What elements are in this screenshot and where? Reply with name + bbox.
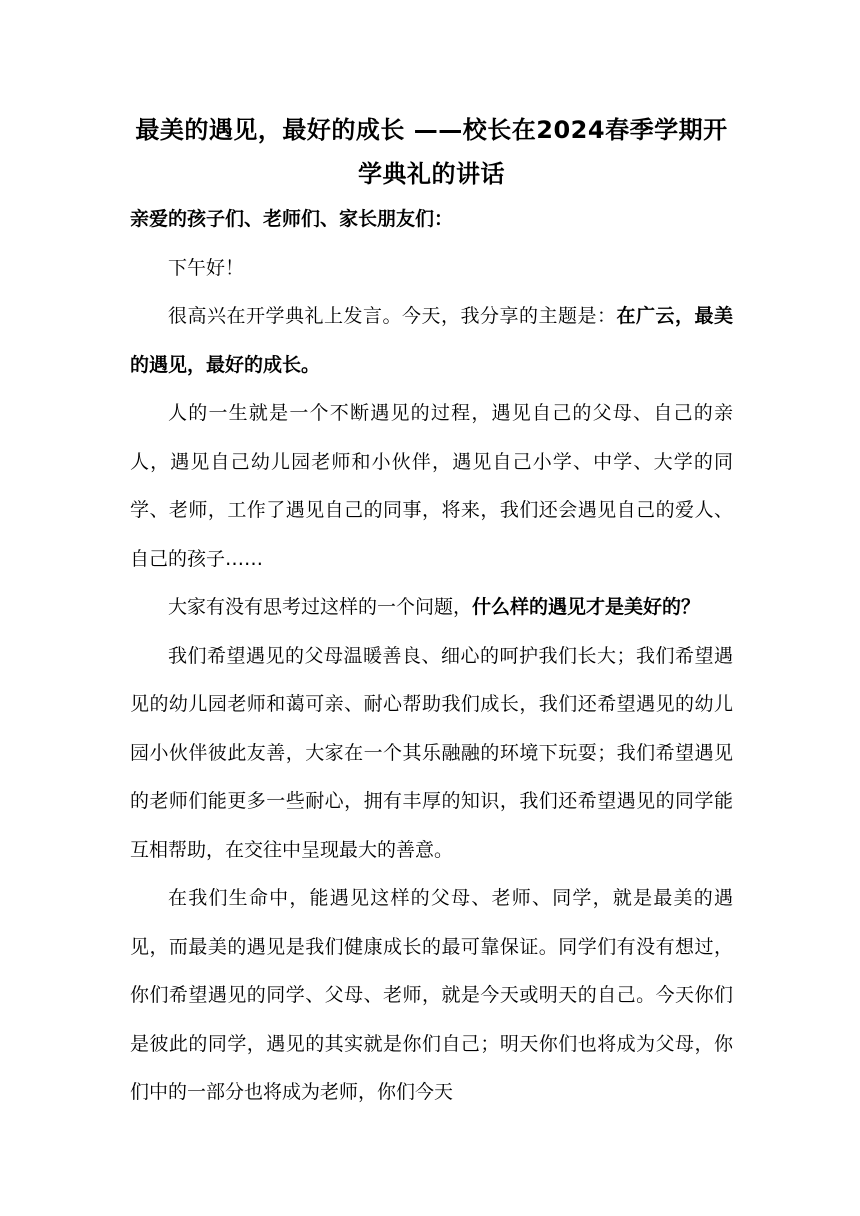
- paragraph-bold-text: 在广云，最美的遇见，最好的成长。: [130, 305, 733, 376]
- paragraph-3: [130, 583, 733, 632]
- paragraph-text: 我们希望遇见的父母温暖善良、细心的呵护我们长大；我们希望遇见的幼儿园老师和蔼可亲、耐心帮助我们成长，我们还希望遇见的幼儿园小伙伴彼此友善，大家在一个其乐融融的环境下玩耍；我们希望遇见的老师们能更多一些耐心，拥有丰厚的知识，我们还希望遇见的同学能互相帮助，在交往中呈现最大的善意。: [130, 644, 733, 861]
- paragraph-5: [130, 874, 733, 1117]
- paragraph-4: [130, 632, 733, 875]
- paragraph-bold-text: 什么样的遇见才是美好的？: [472, 596, 701, 618]
- paragraph-2: [130, 389, 733, 583]
- paragraph-text: 很高兴在开学典礼上发言。今天，我分享的主题是：: [168, 305, 617, 327]
- salutation: 亲爱的孩子们、老师们、家长朋友们：: [130, 208, 454, 230]
- document-title: 最美的遇见，最好的成长 ——校长在2024春季学期开学典礼的讲话: [135, 116, 728, 188]
- paragraph-text: 人的一生就是一个不断遇见的过程，遇见自己的父母、自己的亲人，遇见自己幼儿园老师和小伙伴，遇见自己小学、中学、大学的同学、老师，工作了遇见自己的同事，将来，我们还会遇见自己的爱人、自己的孩子……: [130, 402, 733, 570]
- greeting: 下午好！: [168, 257, 245, 279]
- paragraph-1: [130, 292, 733, 389]
- document-page: [130, 108, 733, 1117]
- paragraph-text: 大家有没有思考过这样的一个问题，: [168, 596, 473, 618]
- paragraph-text: 在我们生命中，能遇见这样的父母、老师、同学，就是最美的遇见，而最美的遇见是我们健康成长的最可靠保证。同学们有没有想过，你们希望遇见的同学、父母、老师，就是今天或明天的自己。今天你们是彼此的同学，遇见的其实就是你们自己；明天你们也将成为父母，你们中的一部分也将成为老师，你们今天: [130, 887, 733, 1103]
